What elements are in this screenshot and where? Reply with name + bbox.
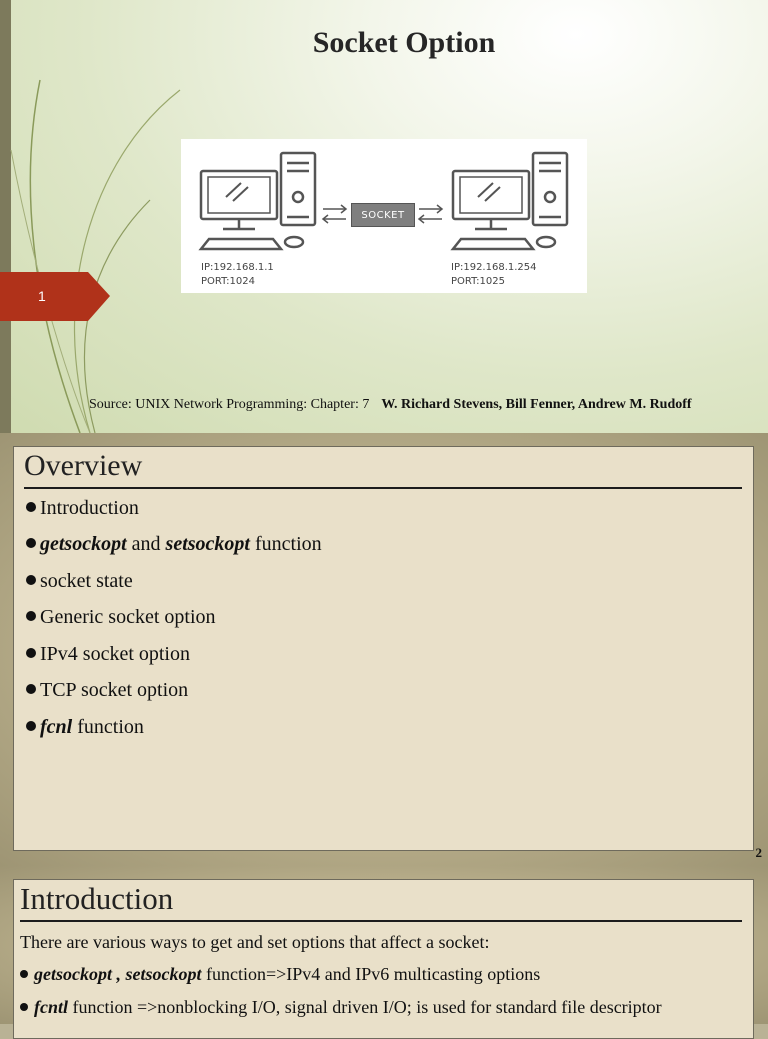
introduction-panel <box>13 879 754 1039</box>
intro-bullet: fcntl function =>nonblocking I/O, signal driven I/O; is used for standard file descriptor <box>20 997 662 1018</box>
list-item: IPv4 socket option <box>26 643 190 666</box>
bullet-icon <box>26 502 36 512</box>
right-port-label: PORT:1025 <box>451 276 505 287</box>
bullet-icon <box>26 611 36 621</box>
overview-title: Overview <box>24 449 143 482</box>
left-port-label: PORT:1024 <box>201 276 255 287</box>
bullet-icon <box>26 684 36 694</box>
left-ip-label: IP:192.168.1.1 <box>201 262 274 273</box>
list-item: TCP socket option <box>26 679 188 702</box>
bullet-icon <box>20 970 28 978</box>
introduction-title: Introduction <box>20 881 174 916</box>
bullet-icon <box>26 721 36 731</box>
overview-slide <box>0 433 768 866</box>
list-item: Introduction <box>26 497 139 520</box>
bullet-icon <box>26 575 36 585</box>
page-number: 1 <box>38 288 46 304</box>
intro-paragraph: There are various ways to get and set options that affect a socket: <box>20 932 490 952</box>
list-item: getsockopt and setsockopt function <box>26 533 322 556</box>
socket-label-box: SOCKET <box>351 203 415 227</box>
overview-panel <box>13 446 754 851</box>
slide-title: Socket Option <box>312 26 496 59</box>
list-item: fcnl function <box>26 716 144 739</box>
intro-bullet: getsockopt , setsockopt function=>IPv4 and IPv6 multicasting options <box>20 964 540 985</box>
bullet-icon <box>26 538 36 548</box>
title-underline <box>20 920 742 922</box>
source-prefix: Source: UNIX Network Programming: Chapter: 7 <box>89 397 370 412</box>
source-authors: W. Richard Stevens, Bill Fenner, Andrew M. Rudoff <box>381 397 692 412</box>
title-underline <box>24 487 742 489</box>
decorative-curves <box>0 0 200 433</box>
page-number-tab <box>0 272 110 321</box>
right-ip-label: IP:192.168.1.254 <box>451 262 537 273</box>
introduction-slide <box>0 866 768 1024</box>
page-number: 2 <box>755 845 762 860</box>
title-slide <box>0 0 768 433</box>
bullet-icon <box>26 648 36 658</box>
socket-diagram <box>181 139 587 293</box>
list-item: Generic socket option <box>26 606 216 629</box>
source-citation <box>89 397 692 413</box>
list-item: socket state <box>26 570 133 593</box>
bullet-icon <box>20 1003 28 1011</box>
